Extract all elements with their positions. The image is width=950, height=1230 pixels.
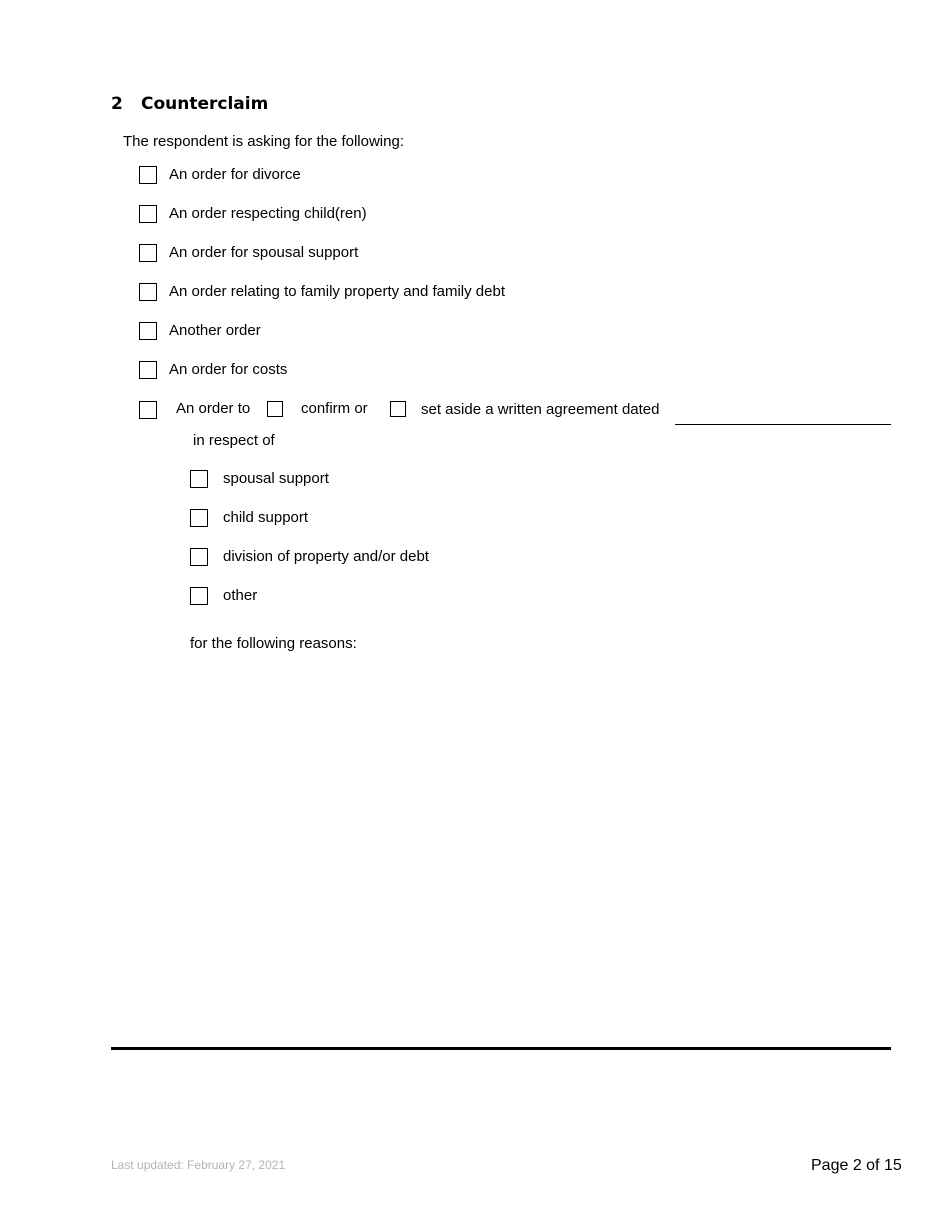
another-order-label: Another order [169,322,261,339]
spousal-support-checkbox[interactable] [190,470,208,488]
section-title: Counterclaim [141,94,269,114]
section-heading [111,94,268,114]
family-property-order-label: An order relating to family property and family debt [169,283,505,300]
property-debt-division-checkbox[interactable] [190,548,208,566]
agreement-order-checkbox[interactable] [139,401,157,419]
child-support-label: child support [223,509,309,526]
set-aside-checkbox[interactable] [390,401,406,417]
another-order-checkbox[interactable] [139,322,157,340]
other-checkbox[interactable] [190,587,208,605]
agreement-date-field[interactable] [675,400,899,422]
confirm-label: confirm or [301,400,368,417]
other-label: other [223,587,258,604]
in-respect-of-label: in respect of [193,432,275,449]
set-aside-label: set aside a written agreement dated [421,401,660,418]
costs-order-checkbox[interactable] [139,361,157,379]
page-number: Page 2 of 15 [811,1157,902,1174]
section-number: 2 [111,94,123,114]
footer-divider [111,1047,891,1050]
costs-order-label: An order for costs [169,361,288,378]
reasons-textarea[interactable] [190,664,894,1028]
divorce-checkbox[interactable] [139,166,157,184]
child-order-checkbox[interactable] [139,205,157,223]
reasons-label: for the following reasons: [190,635,357,652]
spousal-support-order-label: An order for spousal support [169,244,359,261]
child-support-checkbox[interactable] [190,509,208,527]
spousal-support-label: spousal support [223,470,329,487]
agreement-order-prefix: An order to [176,400,251,417]
spousal-support-order-checkbox[interactable] [139,244,157,262]
section-intro: The respondent is asking for the following: [123,133,404,150]
confirm-checkbox[interactable] [267,401,283,417]
agreement-date-underline [675,424,891,425]
property-debt-division-label: division of property and/or debt [223,548,429,565]
divorce-label: An order for divorce [169,166,301,183]
child-order-label: An order respecting child(ren) [169,205,367,222]
last-updated-text: Last updated: February 27, 2021 [111,1158,286,1172]
family-property-order-checkbox[interactable] [139,283,157,301]
